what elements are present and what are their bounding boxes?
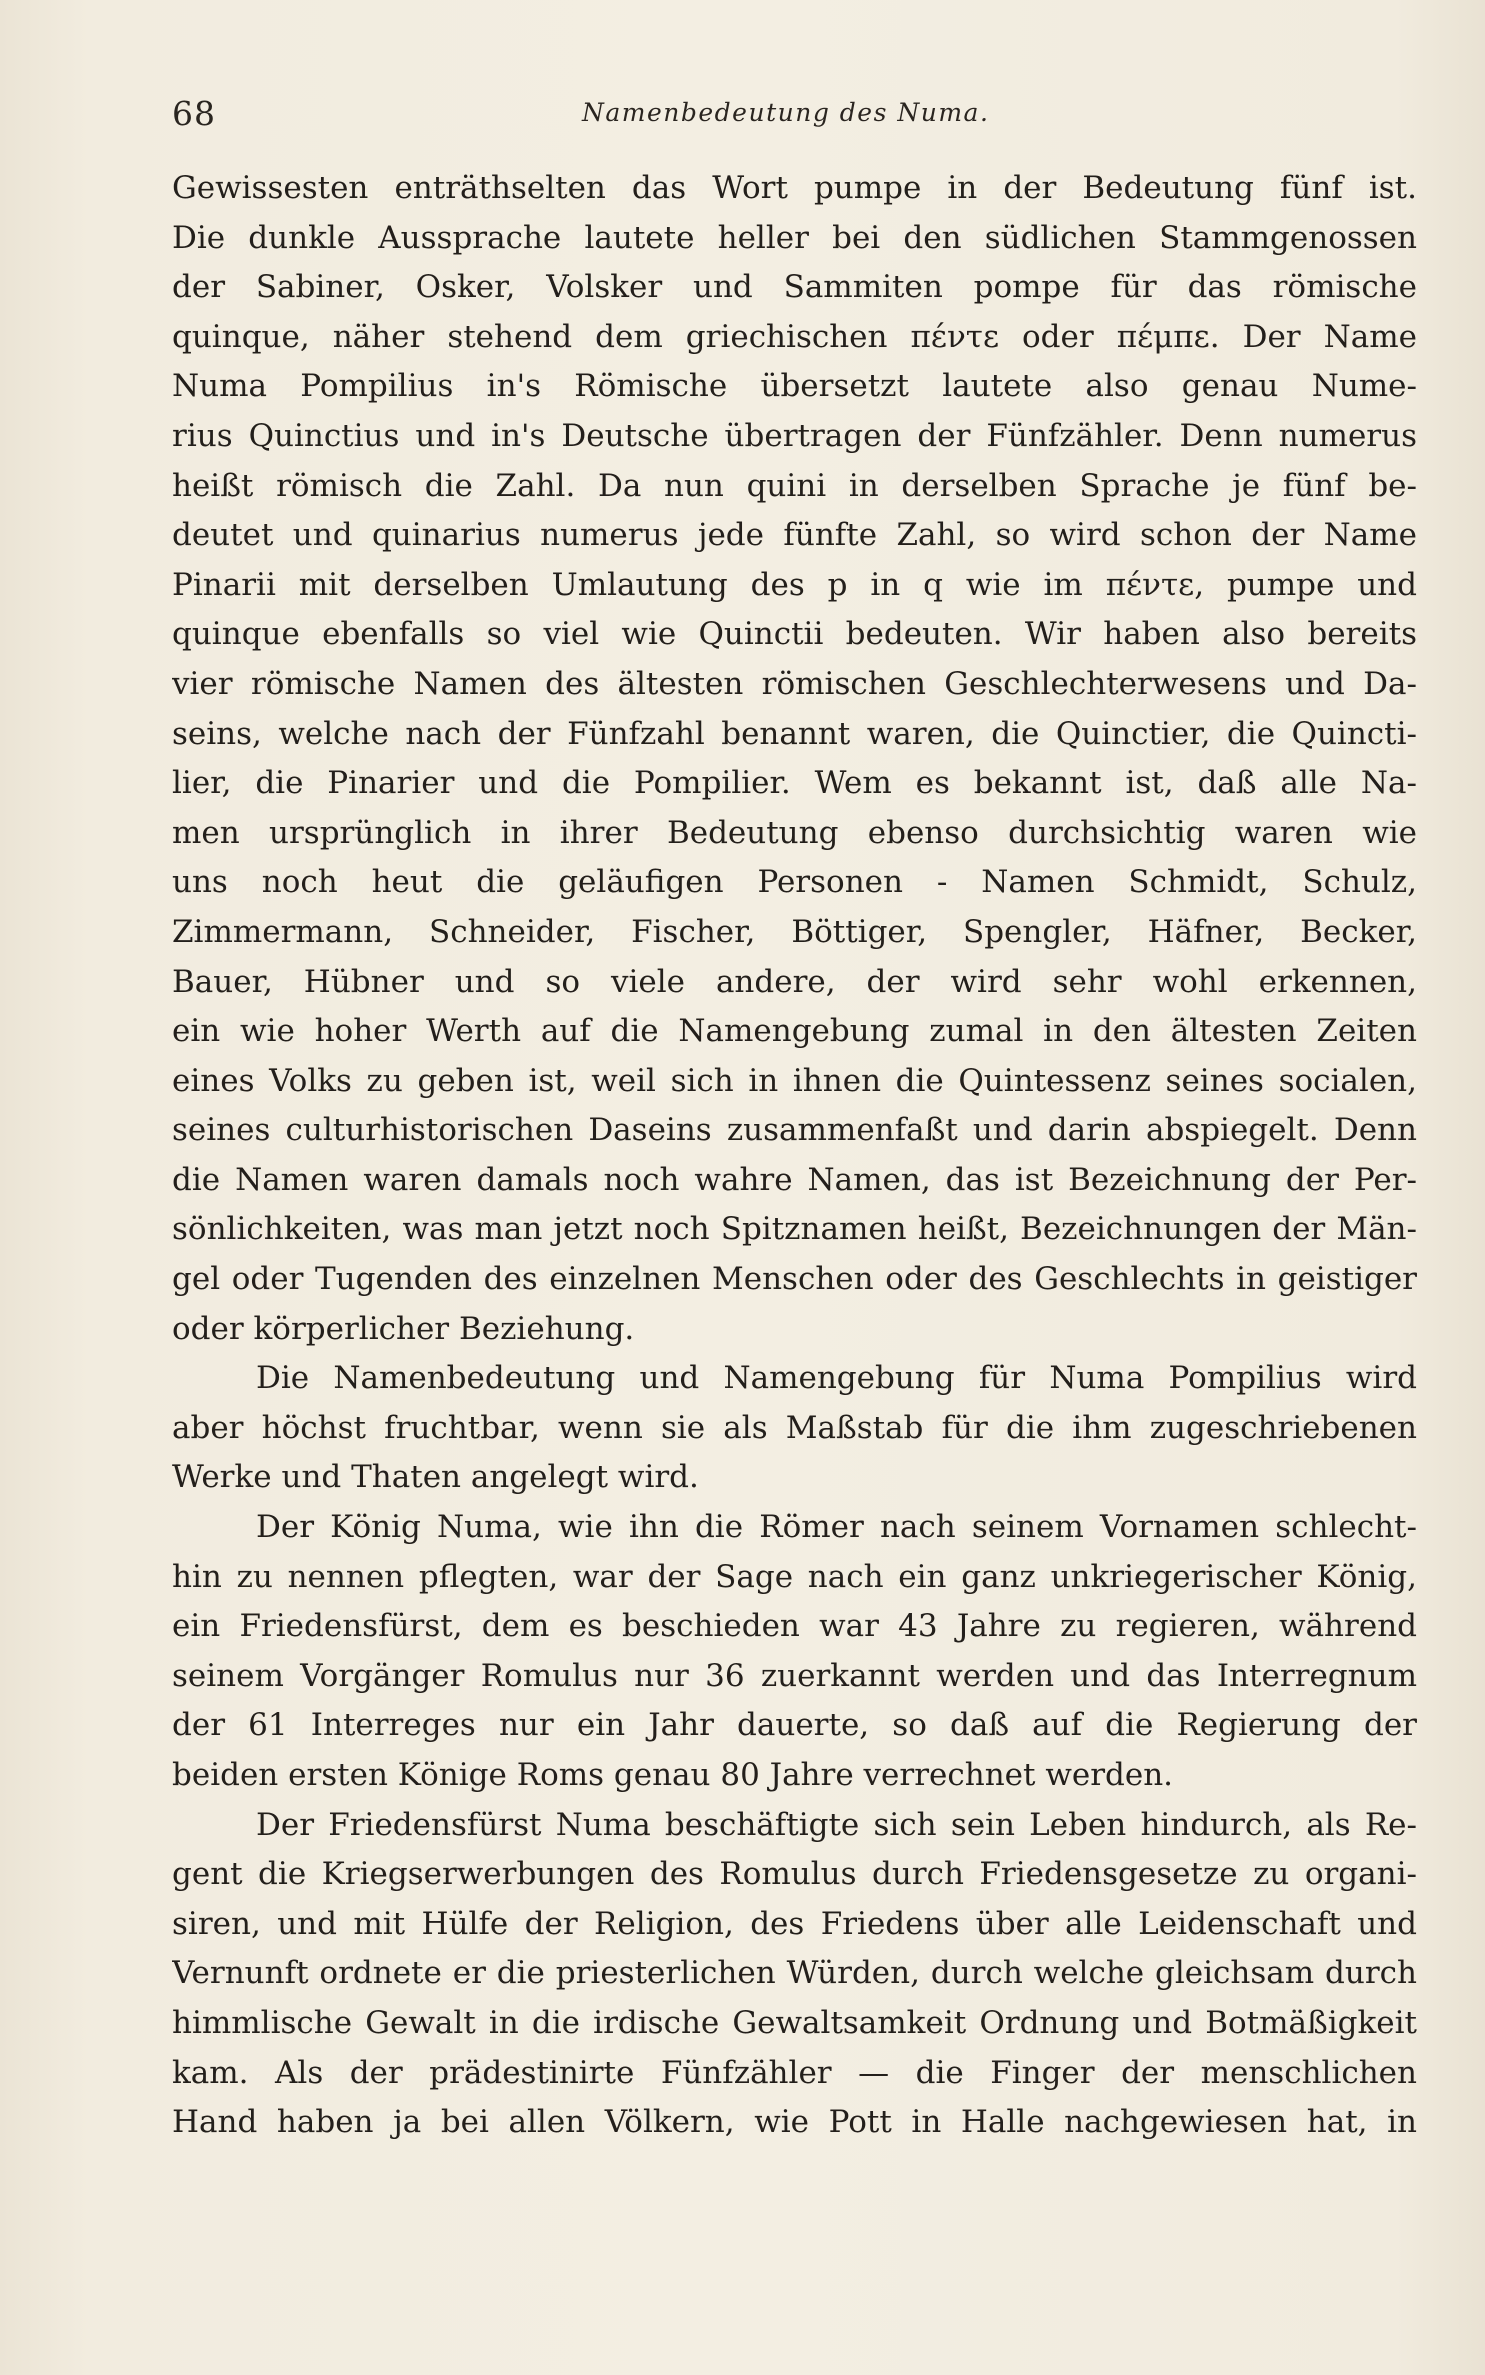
text-line: eines Volks zu geben ist, weil sich in ihnen die Quintessenz seines socialen, <box>172 1062 1417 1099</box>
text-line: Bauer, Hübner und so viele andere, der wird sehr wohl erkennen, <box>172 963 1417 1000</box>
paragraph-end-line: oder körperlicher Beziehung. <box>172 1310 635 1347</box>
body-text <box>172 164 1417 2148</box>
text-line: Vernunft ordnete er die priesterlichen Würden, durch welche gleichsam durch <box>172 1955 1417 1992</box>
text-line: der 61 Interreges nur ein Jahr dauerte, so daß auf die Regierung der <box>172 1707 1417 1744</box>
text-line: kam. Als der prädestinirte Fünfzähler — die Finger der menschlichen <box>172 2054 1417 2091</box>
text-line: quinque ebenfalls so viel wie Quinctii bedeuten. Wir haben also bereits <box>172 616 1417 653</box>
text-line: uns noch heut die geläufigen Personen - Namen Schmidt, Schulz, <box>172 864 1417 901</box>
running-title: Namenbedeutung des Numa. <box>582 98 990 127</box>
text-line: quinque, näher stehend dem griechischen πέντε oder πέμπε. Der Name <box>172 318 1417 355</box>
text-line: gent die Kriegserwerbungen des Romulus durch Friedensgesetze zu organi- <box>172 1856 1417 1893</box>
text-line: men ursprünglich in ihrer Bedeutung ebenso durchsichtig waren wie <box>172 814 1417 851</box>
text-line: Die dunkle Aussprache lautete heller bei den südlichen Stammgenossen <box>172 219 1417 256</box>
running-head <box>172 86 1417 138</box>
text-line: himmlische Gewalt in die irdische Gewaltsamkeit Ordnung und Botmäßigkeit <box>172 2004 1417 2041</box>
text-line: der Sabiner, Osker, Volsker und Sammiten pompe für das römische <box>172 269 1417 306</box>
text-line: gel oder Tugenden des einzelnen Menschen oder des Geschlechts in geistiger <box>172 1261 1417 1298</box>
paragraph-end-line: beiden ersten Könige Roms genau 80 Jahre verrechnet werden. <box>172 1757 1174 1793</box>
text-line: seines culturhistorischen Daseins zusammenfaßt und darin abspiegelt. Denn <box>172 1112 1417 1149</box>
text-line: Pinarii mit derselben Umlautung des p in q wie im πέντε, pumpe und <box>172 566 1417 603</box>
text-line: vier römische Namen des ältesten römischen Geschlechterwesens und Da- <box>172 665 1417 702</box>
text-line: deutet und quinarius numerus jede fünfte Zahl, so wird schon der Name <box>172 517 1417 554</box>
text-line: rius Quinctius und in's Deutsche übertragen der Fünfzähler. Denn numerus <box>172 417 1417 454</box>
text-line: Hand haben ja bei allen Völkern, wie Pott in Halle nachgewiesen hat, in <box>172 2104 1417 2141</box>
text-line: Numa Pompilius in's Römische übersetzt lautete also genau Nume- <box>172 368 1417 405</box>
text-line: Zimmermann, Schneider, Fischer, Böttiger, Spengler, Häfner, Becker, <box>172 913 1417 950</box>
text-line: aber höchst fruchtbar, wenn sie als Maßstab für die ihm zugeschriebenen <box>172 1409 1417 1446</box>
page-number: 68 <box>172 94 216 133</box>
text-line: heißt römisch die Zahl. Da nun quini in derselben Sprache je fünf be- <box>172 467 1417 504</box>
paragraph-start-line: Der König Numa, wie ihn die Römer nach seinem Vornamen schlecht- <box>256 1509 1417 1546</box>
text-line: ein wie hoher Werth auf die Namengebung zumal in den ältesten Zeiten <box>172 1013 1417 1050</box>
paragraph-end-line: Werke und Thaten angelegt wird. <box>172 1459 699 1496</box>
text-line: lier, die Pinarier und die Pompilier. Wem es bekannt ist, daß alle Na- <box>172 765 1417 802</box>
text-line: hin zu nennen pflegten, war der Sage nach ein ganz unkriegerischer König, <box>172 1558 1417 1595</box>
text-line: seinem Vorgänger Romulus nur 36 zuerkannt werden und das Interregnum <box>172 1657 1417 1694</box>
text-line: sönlichkeiten, was man jetzt noch Spitznamen heißt, Bezeichnungen der Män- <box>172 1211 1417 1248</box>
text-line: die Namen waren damals noch wahre Namen, das ist Bezeichnung der Per- <box>172 1161 1417 1198</box>
text-line: seins, welche nach der Fünfzahl benannt waren, die Quinctier, die Quincti- <box>172 715 1417 752</box>
paragraph-start-line: Die Namenbedeutung und Namengebung für Numa Pompilius wird <box>256 1360 1417 1397</box>
text-line: Gewissesten enträthselten das Wort pumpe in der Bedeutung fünf ist. <box>172 170 1417 206</box>
text-line: siren, und mit Hülfe der Religion, des Friedens über alle Leidenschaft und <box>172 1905 1417 1942</box>
paragraph-start-line: Der Friedensfürst Numa beschäftigte sich sein Leben hindurch, als Re- <box>256 1806 1417 1843</box>
text-line: ein Friedensfürst, dem es beschieden war 43 Jahre zu regieren, während <box>172 1608 1417 1645</box>
